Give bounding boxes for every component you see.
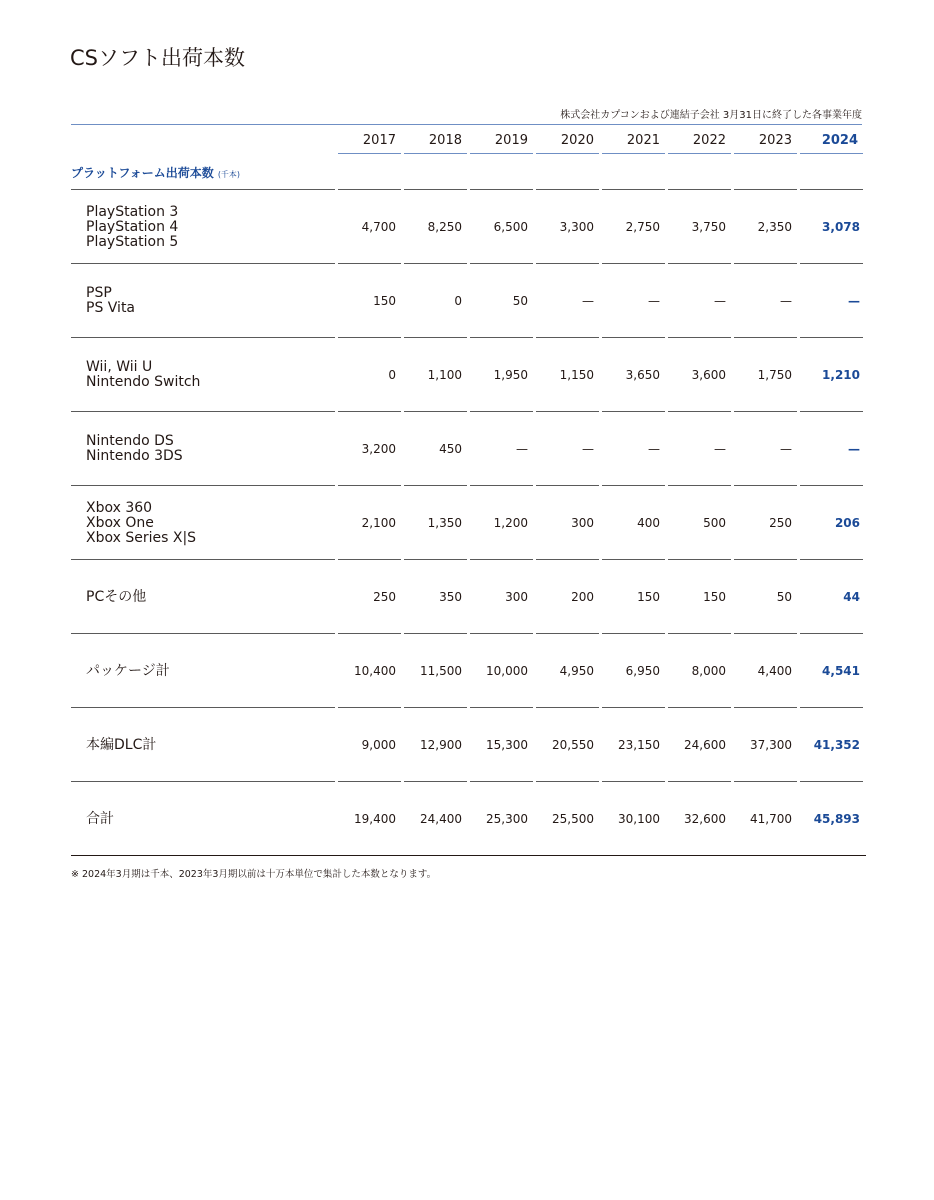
platform-name: Nintendo DS [86,433,174,449]
value-cell: 24,600 [668,708,734,782]
platform-label [71,708,338,782]
value-cell: 1,200 [470,486,536,560]
value-cell: — [536,412,602,486]
value-cell: — [668,412,734,486]
platform-label [71,264,338,338]
page-title: CSソフト出荷本数 [70,46,245,71]
platform-name: Xbox One [86,514,154,531]
value-cell: — [734,264,800,338]
value-cell: 3,300 [536,190,602,264]
value-cell: 25,300 [470,782,536,856]
value-cell: 23,150 [602,708,668,782]
platform-name: PS Vita [86,300,136,316]
value-cell: 4,950 [536,634,602,708]
platform-name: PlayStation 3 [86,203,179,220]
value-cell: 150 [338,264,404,338]
shipments-table [71,126,866,856]
platform-label [71,560,338,634]
value-cell: 1,350 [404,486,470,560]
platform-name: Wii, Wii U [86,359,153,375]
table-row [71,486,866,560]
table-row [71,634,866,708]
value-cell: — [668,264,734,338]
value-cell: 1,950 [470,338,536,412]
section-unit: (千本) [217,169,241,179]
value-cell-latest: — [800,264,866,338]
value-cell: 3,600 [668,338,734,412]
platform-name: PlayStation 4 [86,218,179,235]
platform-name: Xbox 360 [86,499,153,516]
platform-name: 本編DLC計 [86,736,157,753]
value-cell: 11,500 [404,634,470,708]
fiscal-year-note: 株式会社カプコンおよび連結子会社 3月31日に終了した各事業年度 [560,110,862,121]
value-cell: — [536,264,602,338]
platform-label [71,486,338,560]
value-cell: 0 [404,264,470,338]
value-cell: 500 [668,486,734,560]
value-cell: 450 [404,412,470,486]
value-cell: 1,150 [536,338,602,412]
year-header-latest: 2024 [800,126,866,154]
table-row [71,782,866,856]
section-header-row [71,154,866,190]
value-cell-latest: 41,352 [800,708,866,782]
value-cell: 1,100 [404,338,470,412]
platform-name: パッケージ計 [86,662,170,679]
year-header: 2022 [668,126,734,154]
platform-name: PlayStation 5 [86,233,179,250]
value-cell: 150 [668,560,734,634]
value-cell: 1,750 [734,338,800,412]
value-cell: 400 [602,486,668,560]
value-cell-latest: — [800,412,866,486]
value-cell: 150 [602,560,668,634]
value-cell: 200 [536,560,602,634]
platform-name: 合計 [86,810,114,827]
year-header: 2018 [404,126,470,154]
platform-label [71,412,338,486]
value-cell-latest: 45,893 [800,782,866,856]
value-cell: 50 [470,264,536,338]
value-cell: 8,000 [668,634,734,708]
value-cell: 15,300 [470,708,536,782]
value-cell: 3,750 [668,190,734,264]
value-cell-latest: 206 [800,486,866,560]
value-cell: 12,900 [404,708,470,782]
value-cell: 6,950 [602,634,668,708]
value-cell: 250 [338,560,404,634]
year-header-row [71,126,866,154]
value-cell: — [602,412,668,486]
value-cell: 32,600 [668,782,734,856]
value-cell: 20,550 [536,708,602,782]
value-cell: 2,100 [338,486,404,560]
year-header: 2021 [602,126,668,154]
table-row [71,338,866,412]
value-cell: 37,300 [734,708,800,782]
value-cell: 2,350 [734,190,800,264]
header-label-cell [71,126,338,154]
value-cell: 4,400 [734,634,800,708]
platform-label [71,338,338,412]
table-row [71,708,866,782]
table-row [71,560,866,634]
value-cell: 8,250 [404,190,470,264]
value-cell: — [470,412,536,486]
value-cell-latest: 1,210 [800,338,866,412]
value-cell: 30,100 [602,782,668,856]
value-cell: 24,400 [404,782,470,856]
value-cell-latest: 3,078 [800,190,866,264]
value-cell: 350 [404,560,470,634]
value-cell: 41,700 [734,782,800,856]
value-cell: 10,000 [470,634,536,708]
value-cell: 300 [470,560,536,634]
platform-name: PSP [86,285,112,301]
value-cell-latest: 4,541 [800,634,866,708]
value-cell: 3,650 [602,338,668,412]
value-cell-latest: 44 [800,560,866,634]
year-header: 2023 [734,126,800,154]
value-cell: — [734,412,800,486]
platform-name: Nintendo Switch [86,374,201,390]
platform-name: Nintendo 3DS [86,448,183,464]
table-top-rule [71,124,862,125]
value-cell: 25,500 [536,782,602,856]
value-cell: 19,400 [338,782,404,856]
year-header: 2017 [338,126,404,154]
table-row [71,264,866,338]
platform-name: PCその他 [86,588,147,605]
year-header: 2020 [536,126,602,154]
value-cell: 10,400 [338,634,404,708]
year-header: 2019 [470,126,536,154]
table-row [71,190,866,264]
value-cell: 50 [734,560,800,634]
section-label [71,154,338,190]
value-cell: 0 [338,338,404,412]
platform-label [71,190,338,264]
value-cell: 2,750 [602,190,668,264]
platform-name: Xbox Series X|S [86,529,197,546]
platform-label [71,634,338,708]
table-row [71,412,866,486]
value-cell: 9,000 [338,708,404,782]
platform-label [71,782,338,856]
value-cell: 6,500 [470,190,536,264]
value-cell: 3,200 [338,412,404,486]
value-cell: 250 [734,486,800,560]
value-cell: 300 [536,486,602,560]
footnote: ※ 2024年3月期は千本、2023年3月期以前は十万本単位で集計した本数となります。 [71,869,437,880]
value-cell: — [602,264,668,338]
section-title: プラットフォーム出荷本数 [71,165,214,180]
value-cell: 4,700 [338,190,404,264]
